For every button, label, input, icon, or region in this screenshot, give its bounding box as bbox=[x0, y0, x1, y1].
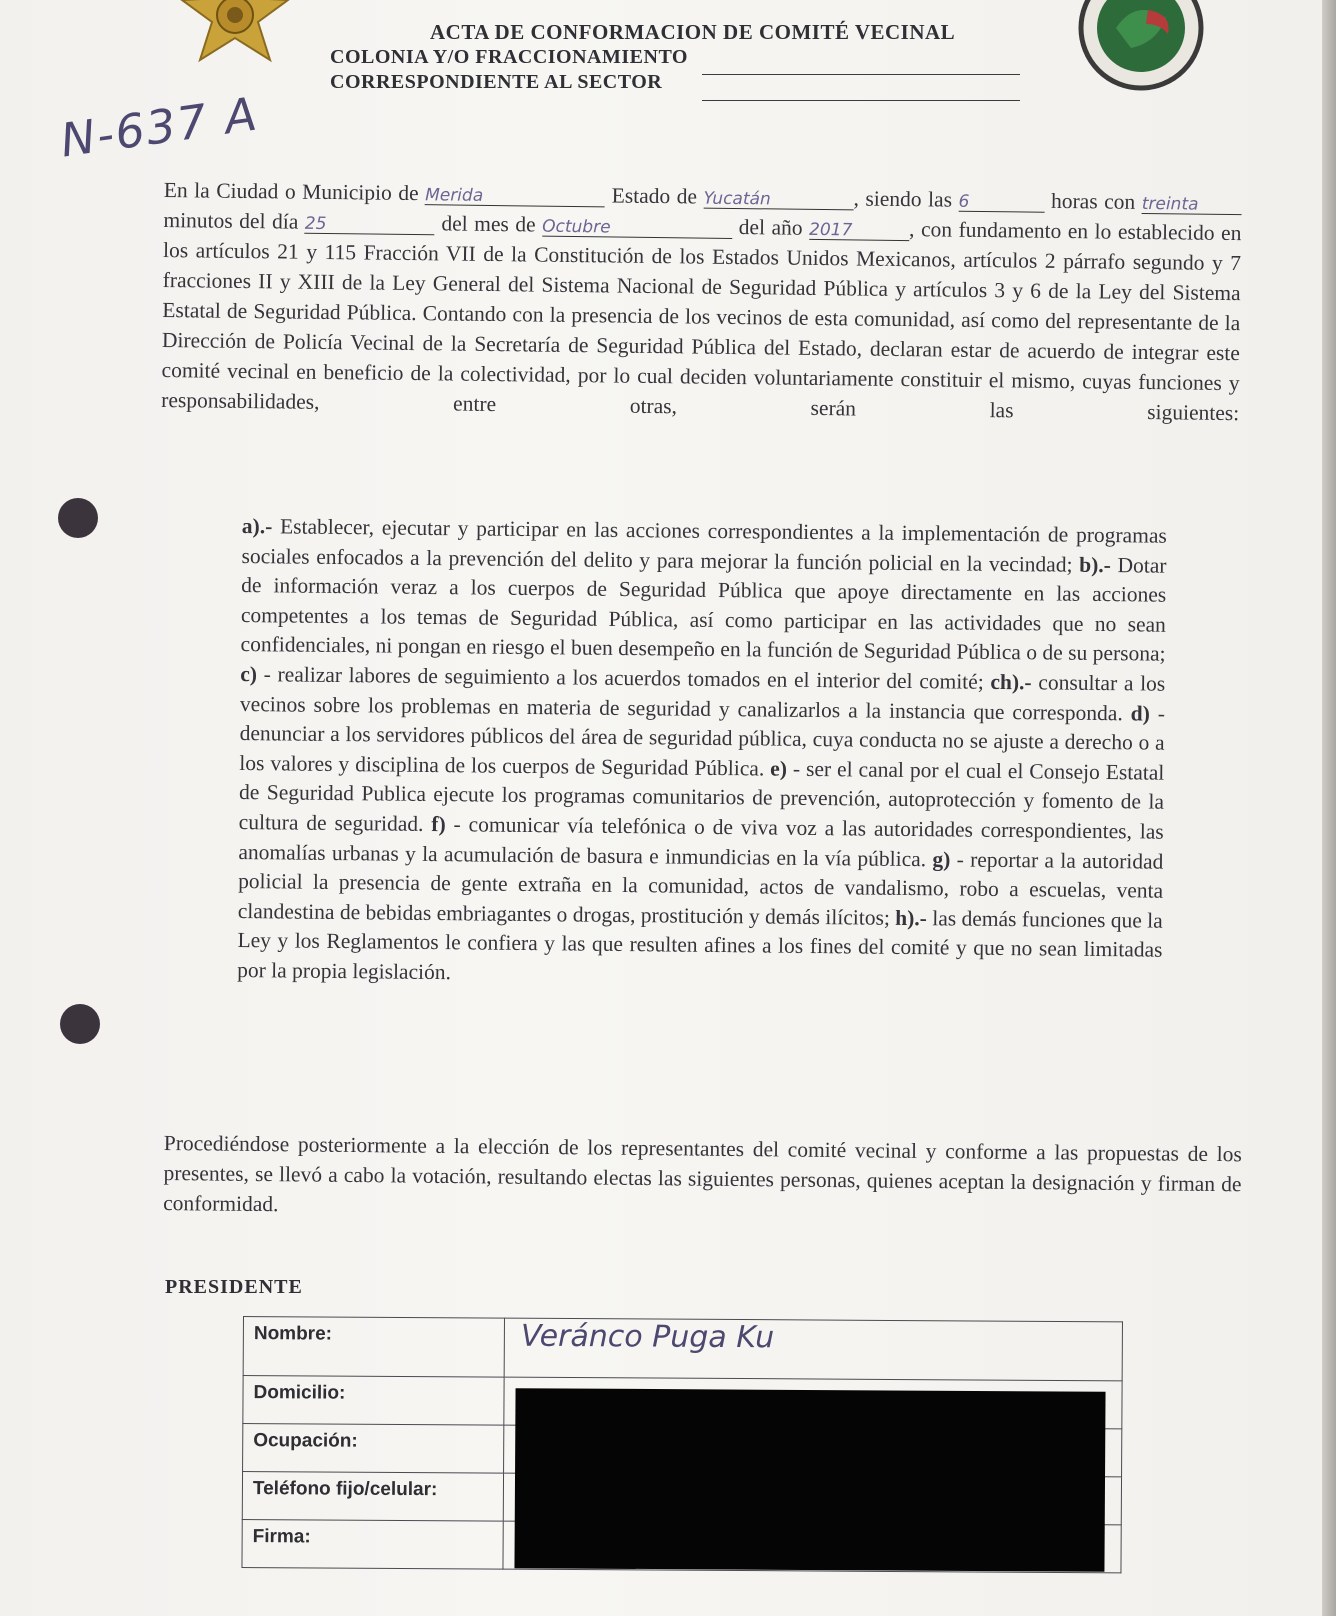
function-text: - realizar labores de seguimiento a los acuerdos tomados en el interior del comité; bbox=[256, 662, 991, 694]
document-header bbox=[330, 20, 980, 95]
function-letter: g) bbox=[932, 846, 951, 871]
hole-punch bbox=[60, 1004, 100, 1044]
firma-label: Firma: bbox=[242, 1520, 503, 1570]
form-row bbox=[243, 1317, 1122, 1382]
function-letter: f) bbox=[431, 811, 446, 837]
sector-line bbox=[702, 100, 1020, 101]
colonia-line bbox=[702, 74, 1020, 75]
function-letter: c) bbox=[240, 661, 258, 687]
anio-field: 2017 bbox=[809, 221, 909, 241]
redaction-box bbox=[514, 1388, 1105, 1572]
municipio-field: Merida bbox=[425, 186, 605, 207]
sector-label: CORRESPONDIENTE AL SECTOR bbox=[330, 71, 663, 93]
function-text: - denunciar a los servidores públicos del área de seguridad pública, cuya conducta no se ajuste a derecho o a los valores y disciplina de los cuerpos de Seguridad Pública. bbox=[239, 701, 1166, 781]
hole-punch bbox=[58, 498, 98, 538]
intro-last-word: siguientes: bbox=[1147, 400, 1240, 426]
function-letter: e) bbox=[770, 756, 788, 781]
function-letter: ch).- bbox=[990, 669, 1032, 695]
nombre-label: Nombre: bbox=[243, 1317, 504, 1378]
function-letter: a).- bbox=[241, 513, 273, 539]
function-text: Establecer, ejecutar y participar en las acciones correspondientes a la implementación de programas sociales enfocados a la prevención del delito y para mejorar la función policial en la vecindad; bbox=[241, 514, 1167, 577]
function-text: - comunicar vía telefónica o de viva voz a las autoridades correspondientes, las anomalías urbanas y la acumulación de basura e inmundicias en la vía pública. bbox=[238, 812, 1164, 871]
security-council-seal-icon bbox=[1076, 0, 1206, 92]
document-title: ACTA DE CONFORMACION DE COMITÉ VECINAL bbox=[430, 20, 956, 44]
intro-paragraph: En la Ciudad o Municipio de Merida Estado de Yucatán , siendo las 6 horas con treinta minutos del día 25 del mes de Octubre del año 2017 , con fundamento en lo establecido en los artículos 21 y 115 Fracción VII de la Constitución de los Estados Unidos Mexicanos, artículos 2 párrafo segundo y 7 fracciones II y XIII de la Ley General del Sistema Nacional de Seguridad Pública y artículos 3 y 6 de la Ley del Sistema Estatal de Seguridad Pública. Contando con la presencia de los vecinos de esta comunidad, así como del representante de la Dirección de Policía Vecinal de la Secretaría de Seguridad Pública del Estado, declaran estar de acuerdo de integrar este comité vecinal en beneficio de la colectividad, por lo cual deciden voluntariamente constituir el mismo, cuyas funciones y responsabilidades, entre otras, serán las siguientes: bbox=[161, 177, 1242, 426]
minutos-field: treinta bbox=[1142, 195, 1242, 215]
page-edge bbox=[1322, 0, 1336, 1616]
function-text: - reportar a la autoridad policial la presencia de gente extraña en la comunidad, actos de vandalismo, robo a escuelas, venta clandestina de bebidas embriagantes o drogas, prostitución y demás ilícitos; bbox=[237, 846, 1164, 930]
telefono-label: Teléfono fijo/celular: bbox=[242, 1472, 503, 1521]
closing-paragraph: Procediéndose posteriormente a la elección de los representantes del comité vecinal y conforme a las propuestas de los presentes, se llevó a cabo la votación, resultando electas las siguientes personas, quienes aceptan la designación y firman de conformidad. bbox=[163, 1130, 1242, 1217]
function-letter: h).- bbox=[895, 905, 928, 930]
functions-list bbox=[237, 512, 1167, 995]
mes-field: Octubre bbox=[542, 218, 732, 239]
function-text: las demás funciones que la Ley y los Reglamentos le confiera y las que resulten afines a los fines del comité y que no sean limitadas por la propia legislación. bbox=[237, 905, 1163, 985]
function-text: - ser el canal por el cual el Consejo Estatal de Seguridad Publica ejecute los programas comunitarios de prevención, autoprotección y fomento de la cultura de seguridad. bbox=[238, 756, 1165, 836]
ocupacion-label: Ocupación: bbox=[243, 1424, 504, 1473]
function-letter: b).- bbox=[1079, 552, 1111, 577]
police-star-seal-icon bbox=[170, 0, 300, 70]
function-text: Dotar de información veraz a los cuerpos de Seguridad Pública que apoye directamente en las acciones competentes a los temas de Seguridad Pública, así como participar en las actividades que no sean confidenciales, ni pongan en riesgo el buen desempeño en la función de Seguridad Pública o de su persona; bbox=[240, 552, 1167, 667]
dia-field: 25 bbox=[305, 215, 435, 236]
horas-field: 6 bbox=[958, 193, 1044, 213]
function-letter: d) bbox=[1130, 700, 1150, 726]
colonia-label: COLONIA Y/O FRACCIONAMIENTO bbox=[330, 46, 688, 68]
estado-field: Yucatán bbox=[703, 190, 853, 211]
president-heading: PRESIDENTE bbox=[165, 1276, 303, 1298]
handwritten-reference: N-637 A bbox=[57, 86, 262, 168]
nombre-value: Veránco Puga Ku bbox=[504, 1318, 1122, 1381]
function-text: consultar a los vecinos sobre los problemas en materia de seguridad y canalizarlos a la instancia que corresponda. bbox=[239, 670, 1166, 725]
domicilio-label: Domicilio: bbox=[243, 1376, 504, 1425]
